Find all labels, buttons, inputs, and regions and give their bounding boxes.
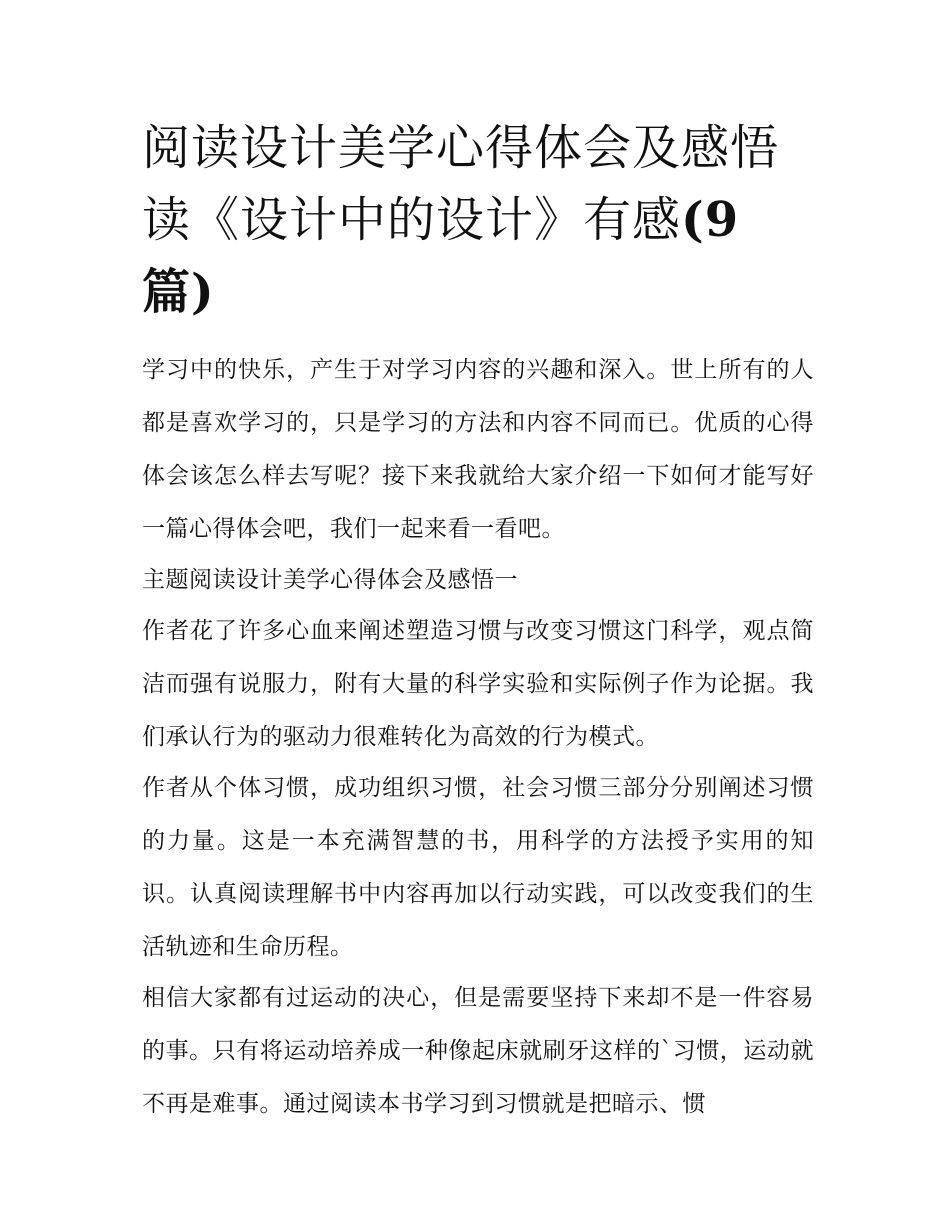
title-count-close: 篇)	[142, 264, 215, 320]
title-text: 阅读设计美学心得体会及感悟读《设计中的设计》有感	[142, 120, 780, 248]
section-heading: 主题阅读设计美学心得体会及感悟一	[142, 567, 518, 593]
body-paragraph: 作者从个体习惯，成功组织习惯，社会习惯三部分分别阐述习惯的力量。这是一本充满智慧的书，用科学的方法授予实用的知识。认真阅读理解书中内容再加以行动实践，可以改变我们的生活轨迹和生命历程。	[142, 775, 814, 960]
document-page	[142, 112, 814, 1131]
body-paragraph: 作者花了许多心血来阐述塑造习惯与改变习惯这门科学，观点简洁而强有说服力，附有大量的科学实验和实际例子作为论据。我们承认行为的驱动力很难转化为高效的行为模式。	[142, 618, 814, 750]
intro-paragraph: 学习中的快乐，产生于对学习内容的兴趣和深入。世上所有的人都是喜欢学习的，只是学习的方法和内容不同而已。优质的心得体会该怎么样去写呢？接下来我就给大家介绍一下如何才能写好一篇心得体会吧，我们一起来看一看吧。	[142, 357, 814, 542]
document-body	[142, 344, 814, 1131]
title-count-open: (9	[681, 192, 740, 248]
document-title	[142, 112, 814, 328]
body-paragraph: 相信大家都有过运动的决心，但是需要坚持下来却不是一件容易的事。只有将运动培养成一种像起床就刷牙这样的`习惯，运动就不再是难事。通过阅读本书学习到习惯就是把暗示、惯	[142, 985, 814, 1117]
